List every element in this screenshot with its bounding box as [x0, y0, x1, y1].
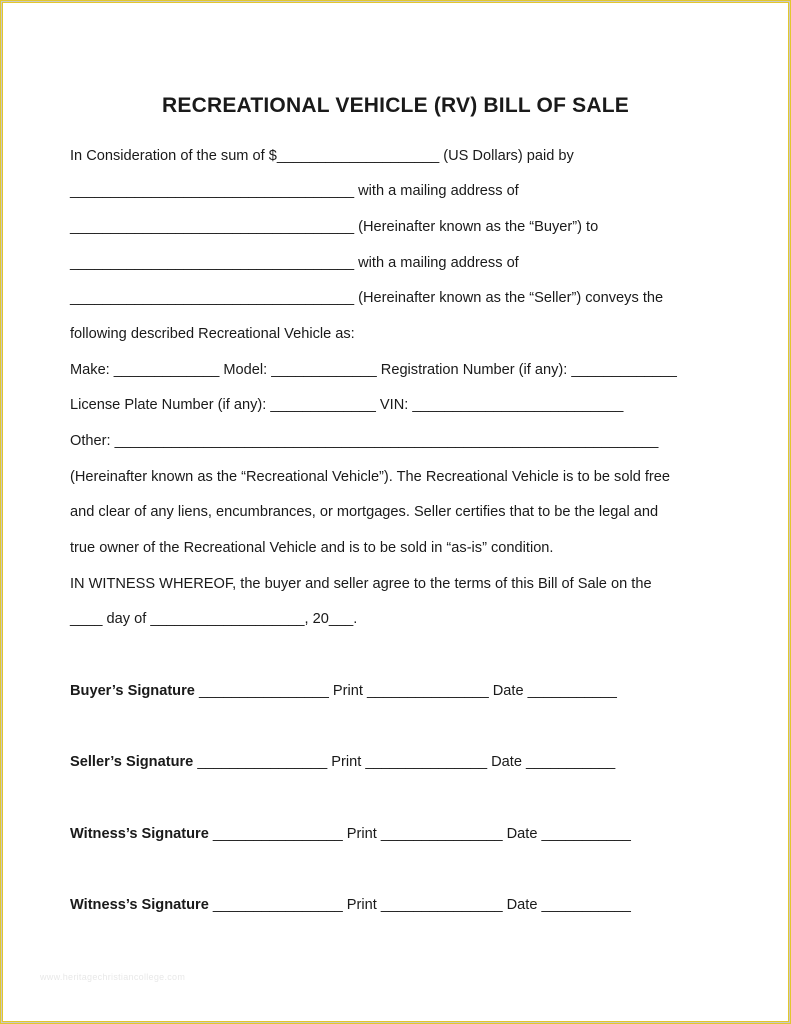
document-title: RECREATIONAL VEHICLE (RV) BILL OF SALE: [162, 94, 629, 117]
signature-row-witness-1: [70, 825, 631, 843]
signature-row-witness-2: [70, 896, 631, 914]
body-line-buyer: ___________________________________ (Hereinafter known as the “Buyer”) to: [70, 219, 599, 235]
body-line-buyer-address: ___________________________________ with a mailing address of: [70, 183, 519, 199]
body-line-date: ____ day of ___________________, 20___.: [70, 611, 358, 627]
body-line-described-vehicle: following described Recreational Vehicle as:: [70, 326, 355, 342]
body-line-witness-whereof: IN WITNESS WHEREOF, the buyer and seller agree to the terms of this Bill of Sale on the: [70, 576, 652, 592]
signature-label-seller: Seller’s Signature: [70, 754, 194, 770]
signature-label-witness-2: Witness’s Signature: [70, 897, 209, 913]
signature-fields-seller: ________________ Print _______________ Date ___________: [193, 754, 616, 770]
body-line-consideration: In Consideration of the sum of $____________________ (US Dollars) paid by: [70, 148, 574, 164]
body-line-seller: ___________________________________ (Hereinafter known as the “Seller”) conveys the: [70, 290, 664, 306]
signature-label-witness-1: Witness’s Signature: [70, 826, 209, 842]
body-line-liens: and clear of any liens, encumbrances, or mortgages. Seller certifies that to be the legal and: [70, 504, 659, 520]
body-line-hereinafter-rv: (Hereinafter known as the “Recreational Vehicle”). The Recreational Vehicle is to be sold free: [70, 469, 671, 485]
signature-fields-witness-1: ________________ Print _______________ Date ___________: [208, 826, 631, 842]
signature-row-seller: [70, 753, 615, 771]
signature-fields-buyer: ________________ Print _______________ Date ___________: [194, 683, 617, 699]
body-line-other: Other: ___________________________________________________________________: [70, 433, 659, 449]
body-line-seller-address: ___________________________________ with a mailing address of: [70, 255, 519, 271]
signature-label-buyer: Buyer’s Signature: [70, 683, 195, 699]
signature-fields-witness-2: ________________ Print _______________ Date ___________: [208, 897, 631, 913]
body-line-as-is: true owner of the Recreational Vehicle and is to be sold in “as-is” condition.: [70, 540, 554, 556]
body-line-make-model: Make: _____________ Model: _____________ Registration Number (if any): _____________: [70, 362, 677, 378]
signature-row-buyer: [70, 682, 617, 700]
body-line-license-vin: License Plate Number (if any): _____________ VIN: __________________________: [70, 397, 624, 413]
watermark-text: www.heritagechristiancollege.com: [40, 972, 186, 982]
